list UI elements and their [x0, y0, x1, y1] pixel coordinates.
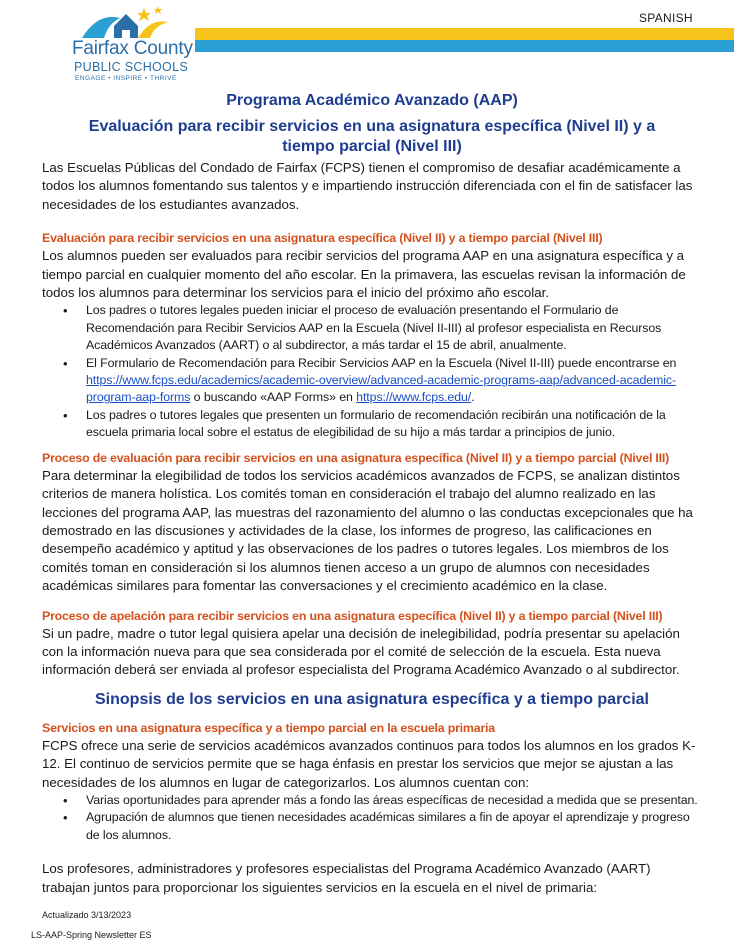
document-body [42, 92, 702, 897]
header-color-bars [195, 28, 734, 52]
section-body-appeal: Si un padre, madre o tutor legal quisiera apelar una decisión de inelegibilidad, podría presentar su apelación con la información nueva para que sea considerada por el comité de selección de la escuela. Esta nueva información deberá ser enviada al profesor especialista del Programa Académico Avanzado o al subdirector. [42, 625, 680, 678]
logo-subname: PUBLIC SCHOOLS [74, 60, 188, 74]
schoolhouse-logo-icon [74, 4, 174, 40]
section-body-process: Para determinar la elegibilidad de todos los servicios académicos avanzados de FCPS, se analizan distintos criterios de manera holística. Los comités toman en consideración el trabajo del alumno realizado en las lecciones del programa AAP, las muestras del razonamiento del alumno o las conductas excepcionales que ha demostrado en las discusiones y actividades de la clase, los informes de progreso, las calificaciones en desempeño académico y aptitud y las observaciones de los padres o tutores legales. Los miembros de los comités toman en consideración si los alumnos tienen acceso a un grupo de alumnos con necesidades académicas similares para fomentar las conversaciones y el crecimiento académico en la clase. [42, 467, 693, 594]
page-subtitle [42, 117, 702, 157]
services-bullets [42, 792, 702, 844]
bullet-text: . [471, 390, 475, 405]
aap-forms-link[interactable]: https://www.fcps.edu/academics/academic-overview/advanced-academic-programs-aap/advanced-academic-program-aap-forms [86, 373, 677, 405]
section-heading-appeal: Proceso de apelación para recibir servicios en una asignatura específica (Nivel II) y a tiempo parcial (Nivel III) [42, 608, 663, 623]
list-item [86, 355, 702, 407]
subtitle-line-2: tiempo parcial (Nivel III) [282, 138, 462, 155]
section-heading-evaluation: Evaluación para recibir servicios en una asignatura específica (Nivel II) y a tiempo parcial (Nivel III) [42, 231, 603, 246]
updated-date: Actualizado 3/13/2023 [42, 910, 132, 920]
bullet-text: o buscando «AAP Forms» en [190, 390, 357, 405]
blue-bar [195, 40, 734, 52]
section-heading-process: Proceso de evaluación para recibir servicios en una asignatura específica (Nivel II) y a tiempo parcial (Nivel III) [42, 450, 670, 465]
closing-paragraph: Los profesores, administradores y profesores especialistas del Programa Académico Avanzado (AART) trabajan juntos para proporcionar los siguientes servicios en la escuela en el nivel de primaria: [42, 861, 651, 895]
section-body-evaluation: Los alumnos pueden ser evaluados para recibir servicios del programa AAP en una asignatura específica y a tiempo parcial en cualquier momento del año escolar. En la primavera, las escuelas revisan la información de todos los alumnos para determinar los servicios para el inicio del próximo año escolar. [42, 248, 686, 301]
list-item: • Varias oportunidades para aprender más a fondo las áreas específicas de necesidad a medida que se presentan. [86, 792, 702, 809]
section-heading-services: Servicios en una asignatura específica y a tiempo parcial en la escuela primaria [42, 720, 495, 735]
list-item: • Los padres o tutores legales que presenten un formulario de recomendación recibirán una notificación de la escuela primaria local sobre el estatus de elegibilidad de su hijo a más tardar a principios de junio. [86, 407, 702, 442]
section-body-services: FCPS ofrece una serie de servicios académicos avanzados continuos para todos los alumnos en los grados K-12. El continuo de servicios permite que se haga énfasis en prestar los servicios que mejor se ajustan a las necesidades de los alumnos en lugar de categorizarlos. Los alumnos cuentan con: [42, 737, 696, 790]
bullet-text: El Formulario de Recomendación para Recibir Servicios AAP en la Escuela (Nivel II-III) puede encontrarse en [86, 355, 677, 370]
yellow-bar [195, 28, 734, 40]
list-item: • Los padres o tutores legales pueden iniciar el proceso de evaluación presentando el Formulario de Recomendación para Recibir Servicios AAP en la Escuela (Nivel II-III) al profesor especialista en Recursos Académicos Avanzados (AART) o al subdirector, a más tardar el 15 de abril, anualmente. [86, 302, 702, 354]
language-label: SPANISH [639, 11, 693, 25]
list-item: • Agrupación de alumnos que tienen necesidades académicas similares a fin de apoyar el aprendizaje y progreso de los alumnos. [86, 809, 702, 844]
page-title: Programa Académico Avanzado (AAP) [226, 92, 518, 109]
logo-tagline: ENGAGE • INSPIRE • THRIVE [75, 75, 177, 82]
intro-paragraph: Las Escuelas Públicas del Condado de Fairfax (FCPS) tienen el compromiso de desafiar académicamente a todos los alumnos fomentando sus talentos y e impartiendo instrucción diferenciada con el fin de satisfacer las necesidades de los estudiantes avanzados. [42, 160, 693, 212]
logo-name: Fairfax County [72, 38, 193, 59]
fcps-logo [56, 4, 206, 84]
fcps-home-link[interactable]: https://www.fcps.edu/ [356, 390, 472, 405]
synopsis-title: Sinopsis de los servicios en una asignatura específica y a tiempo parcial [95, 690, 649, 708]
evaluation-bullets [42, 302, 702, 441]
document-code: LS-AAP-Spring Newsletter ES [31, 930, 152, 940]
subtitle-line-1: Evaluación para recibir servicios en una asignatura específica (Nivel II) y a [88, 118, 656, 135]
